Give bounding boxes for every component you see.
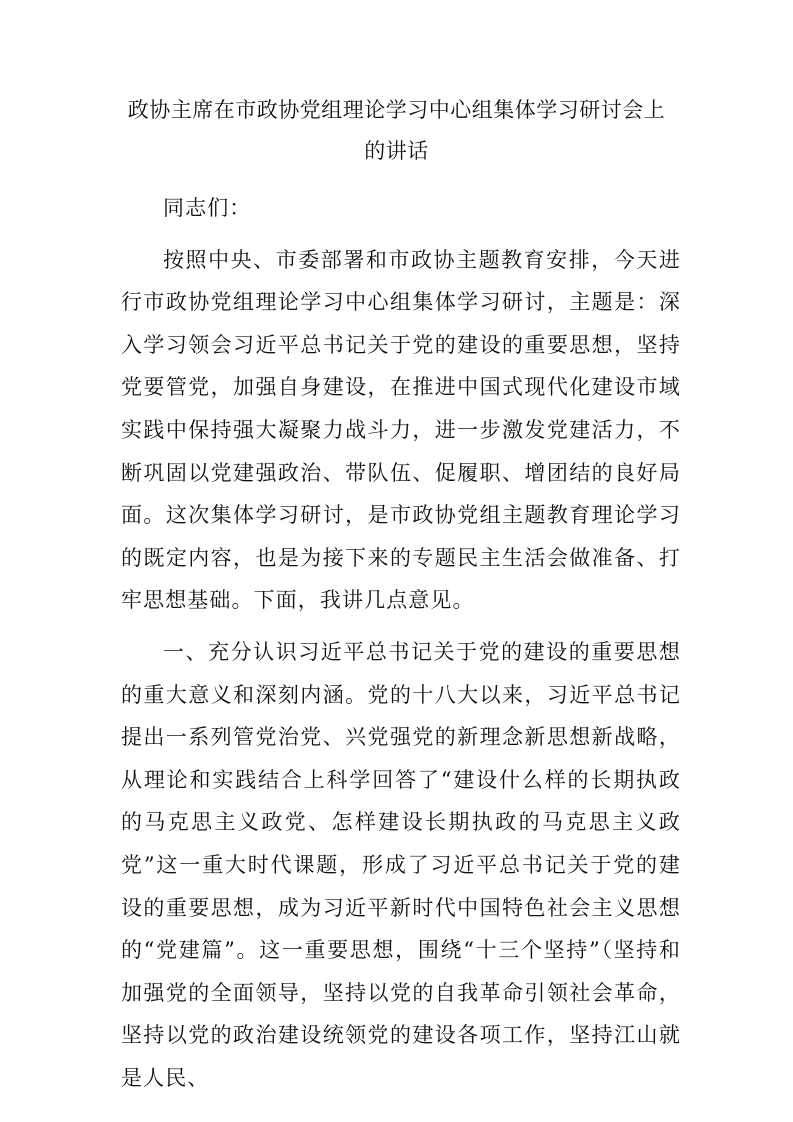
greeting: 同志们： [163, 196, 252, 220]
document-body [121, 187, 681, 1099]
paragraph-section-one: 一、充分认识习近平总书记关于党的建设的重要思想的重大意义和深刻内涵。党的十八大以来，习近平总书记提出一系列管党治党、兴党强党的新理念新思想新战略，从理论和实践结合上科学回答了“建设什么样的长期执政的马克思主义政党、怎样建设长期执政的马克思主义政党”这一重大时代课题，形成了习近平总书记关于党的建设的重要思想，成为习近平新时代中国特色社会主义思想的“党建篇”。这一重要思想，围绕“十三个坚持”（坚持和加强党的全面领导，坚持以党的自我革命引领社会革命，坚持以党的政治建设统领党的建设各项工作，坚持江山就是人民、 [121, 639, 681, 1090]
title-line-2: 的讲话 [364, 139, 429, 163]
paragraph-intro: 按照中央、市委部署和市政协主题教育安排，今天进行市政协党组理论学习中心组集体学习研讨，主题是：深入学习领会习近平总书记关于党的建设的重要思想，坚持党要管党，加强自身建设，在推进中国式现代化建设市域实践中保持强大凝聚力战斗力，进一步激发党建活力，不断巩固以党建强政治、带队伍、促履职、增团结的良好局面。这次集体学习研讨，是市政协党组主题教育理论学习的既定内容，也是为接下来的专题民主生活会做准备、打牢思想基础。下面，我讲几点意见。 [121, 247, 681, 613]
title-line-1: 政协主席在市政协党组理论学习中心组集体学习研讨会上 [127, 98, 666, 122]
document-title [100, 90, 693, 172]
